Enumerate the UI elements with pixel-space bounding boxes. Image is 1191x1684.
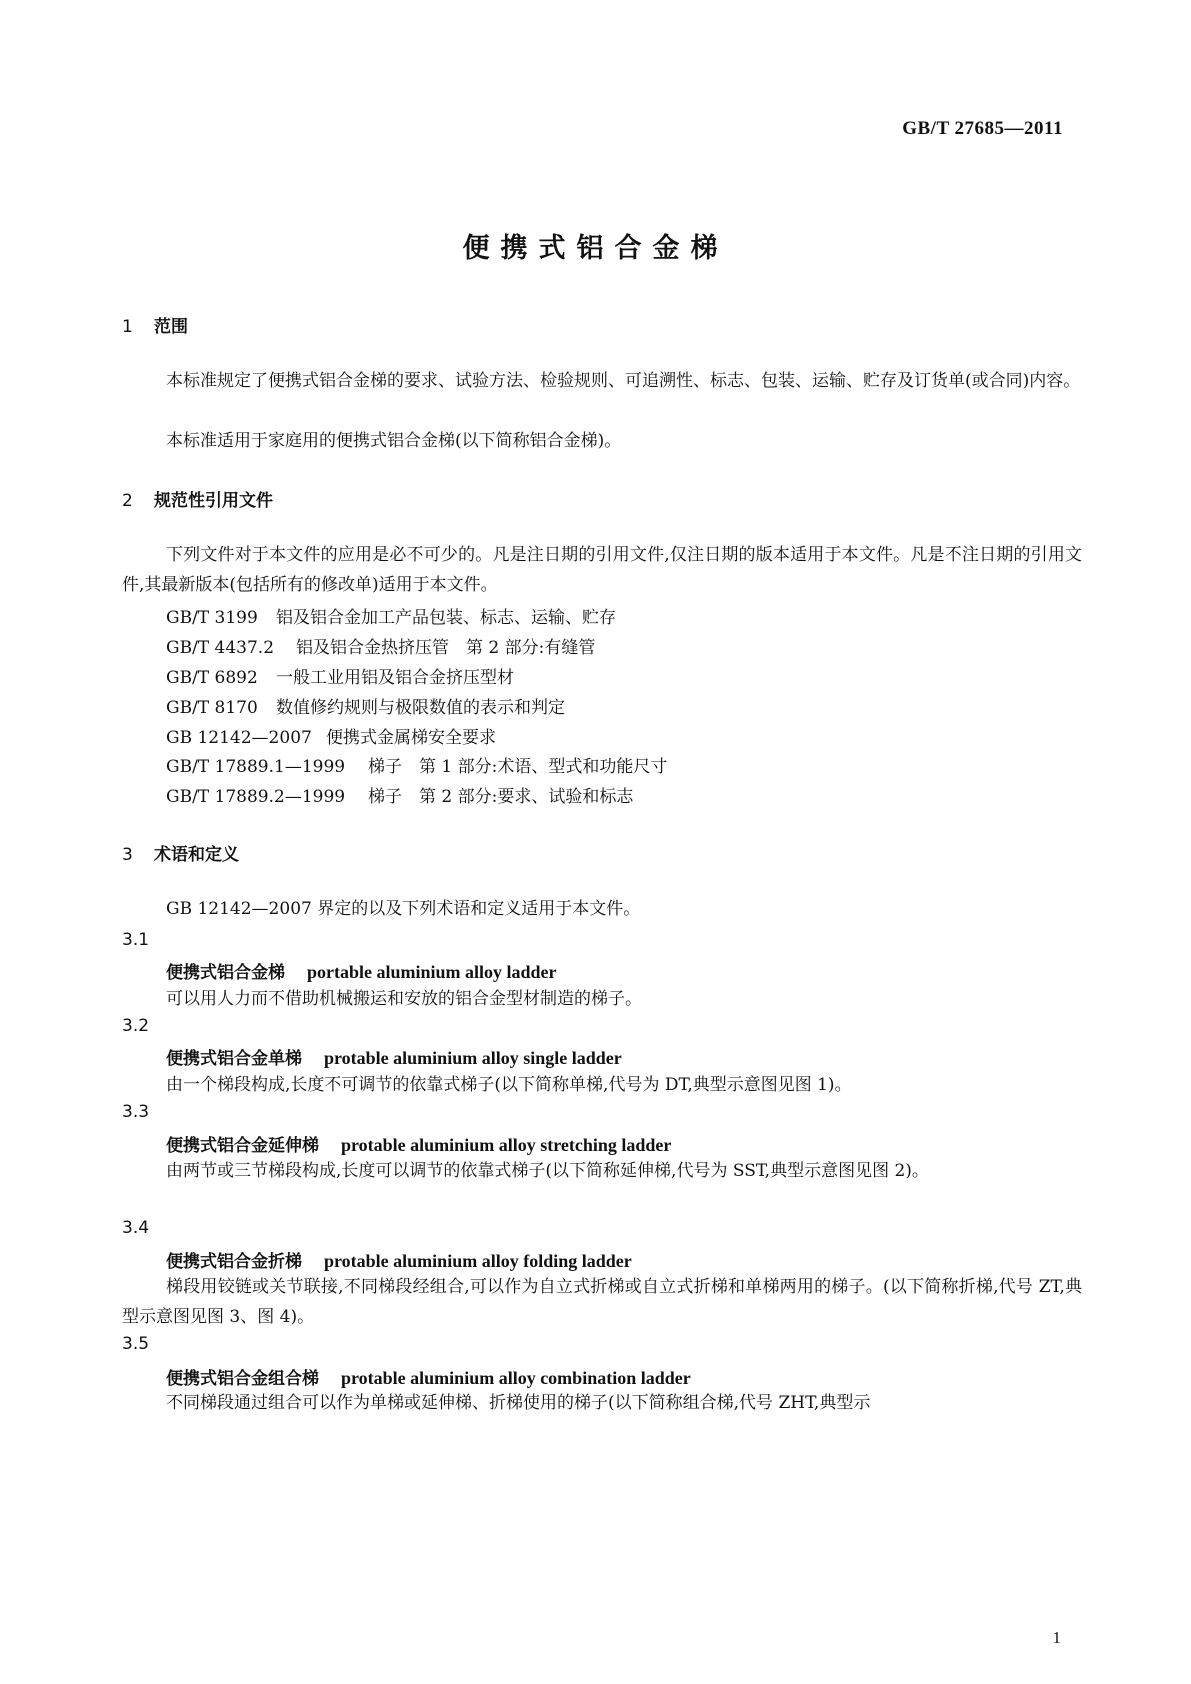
reference-title: 梯子 第 2 部分:要求、试验和标志 xyxy=(368,787,634,807)
section-title: 术语和定义 xyxy=(154,845,239,865)
reference-item xyxy=(166,633,595,658)
term-english: protable aluminium alloy stretching ladder xyxy=(341,1135,672,1155)
term-definition: 由一个梯段构成,长度不可调节的依靠式梯子(以下简称单梯,代号为 DT,典型示意图见图 1)。 xyxy=(166,1075,852,1095)
section-heading-1 xyxy=(122,312,188,337)
term-english: protable aluminium alloy combination ladder xyxy=(341,1368,691,1388)
scope-paragraph-2: 本标准适用于家庭用的便携式铝合金梯(以下简称铝合金梯)。 xyxy=(166,431,622,451)
reference-title: 一般工业用铝及铝合金挤压型材 xyxy=(276,668,514,688)
page-number: 1 xyxy=(1052,1628,1061,1647)
reference-item xyxy=(166,663,514,688)
term-chinese: 便携式铝合金单梯 xyxy=(166,1049,302,1069)
reference-code: GB/T 17889.1—1999 xyxy=(166,757,346,777)
section-number: 3 xyxy=(122,845,133,865)
reference-code: GB/T 4437.2 xyxy=(166,638,275,658)
reference-code: GB 12142—2007 xyxy=(166,728,312,748)
term-chinese: 便携式铝合金延伸梯 xyxy=(166,1136,319,1156)
reference-title: 数值修约规则与极限数值的表示和判定 xyxy=(276,698,565,718)
section-number: 1 xyxy=(122,317,133,337)
section-title: 规范性引用文件 xyxy=(154,491,273,511)
term-chinese: 便携式铝合金折梯 xyxy=(166,1252,302,1272)
reference-item xyxy=(166,723,496,748)
term-title xyxy=(166,958,557,983)
term-definition: 由两节或三节梯段构成,长度可以调节的依靠式梯子(以下简称延伸梯,代号为 SST,典型示意图见图 2)。 xyxy=(166,1161,929,1181)
section-number: 2 xyxy=(122,491,133,511)
term-number: 3.3 xyxy=(122,1102,150,1122)
reference-item xyxy=(166,603,616,628)
reference-title: 铝及铝合金加工产品包装、标志、运输、贮存 xyxy=(276,608,616,628)
term-number: 3.4 xyxy=(122,1218,150,1238)
reference-title: 铝及铝合金热挤压管 第 2 部分:有缝管 xyxy=(296,638,596,658)
reference-code: GB/T 8170 xyxy=(166,698,258,718)
reference-item xyxy=(166,782,633,807)
reference-title: 梯子 第 1 部分:术语、型式和功能尺寸 xyxy=(368,757,668,777)
term-chinese: 便携式铝合金梯 xyxy=(166,963,285,983)
term-english: protable aluminium alloy single ladder xyxy=(324,1048,622,1068)
terms-intro: GB 12142—2007 界定的以及下列术语和定义适用于本文件。 xyxy=(166,899,641,919)
section-heading-3 xyxy=(122,840,239,865)
reference-code: GB/T 17889.2—1999 xyxy=(166,787,346,807)
document-title: 便携式铝合金梯 xyxy=(462,233,729,264)
term-title xyxy=(166,1247,632,1272)
standard-code: GB/T 27685—2011 xyxy=(902,118,1063,139)
term-english: protable aluminium alloy folding ladder xyxy=(324,1251,632,1271)
reference-title: 便携式金属梯安全要求 xyxy=(326,728,496,748)
scope-paragraph-1: 本标准规定了便携式铝合金梯的要求、试验方法、检验规则、可追溯性、标志、包装、运输、贮存及订货单(或合同)内容。 xyxy=(166,371,1081,391)
term-definition: 梯段用铰链或关节联接,不同梯段经组合,可以作为自立式折梯或自立式折梯和单梯两用的梯子。(以下简称折梯,代号 ZT,典型示意图见图 3、图 4)。 xyxy=(122,1277,1082,1327)
normative-references-intro: 下列文件对于本文件的应用是必不可少的。凡是注日期的引用文件,仅注日期的版本适用于本文件。凡是不注日期的引用文件,其最新版本(包括所有的修改单)适用于本文件。 xyxy=(122,545,1082,595)
term-number: 3.1 xyxy=(122,930,150,950)
reference-item xyxy=(166,693,565,718)
term-title xyxy=(166,1364,691,1389)
section-title: 范围 xyxy=(154,317,188,337)
term-title xyxy=(166,1044,622,1069)
term-title xyxy=(166,1131,671,1156)
reference-item xyxy=(166,752,667,777)
reference-code: GB/T 6892 xyxy=(166,668,258,688)
section-heading-2 xyxy=(122,486,273,511)
reference-code: GB/T 3199 xyxy=(166,608,258,628)
term-number: 3.2 xyxy=(122,1016,150,1036)
term-definition: 不同梯段通过组合可以作为单梯或延伸梯、折梯使用的梯子(以下简称组合梯,代号 ZHT,典型示 xyxy=(166,1393,871,1413)
term-chinese: 便携式铝合金组合梯 xyxy=(166,1369,319,1389)
term-definition: 可以用人力而不借助机械搬运和安放的铝合金型材制造的梯子。 xyxy=(166,989,642,1009)
term-english: portable aluminium alloy ladder xyxy=(307,962,557,982)
term-number: 3.5 xyxy=(122,1334,150,1354)
